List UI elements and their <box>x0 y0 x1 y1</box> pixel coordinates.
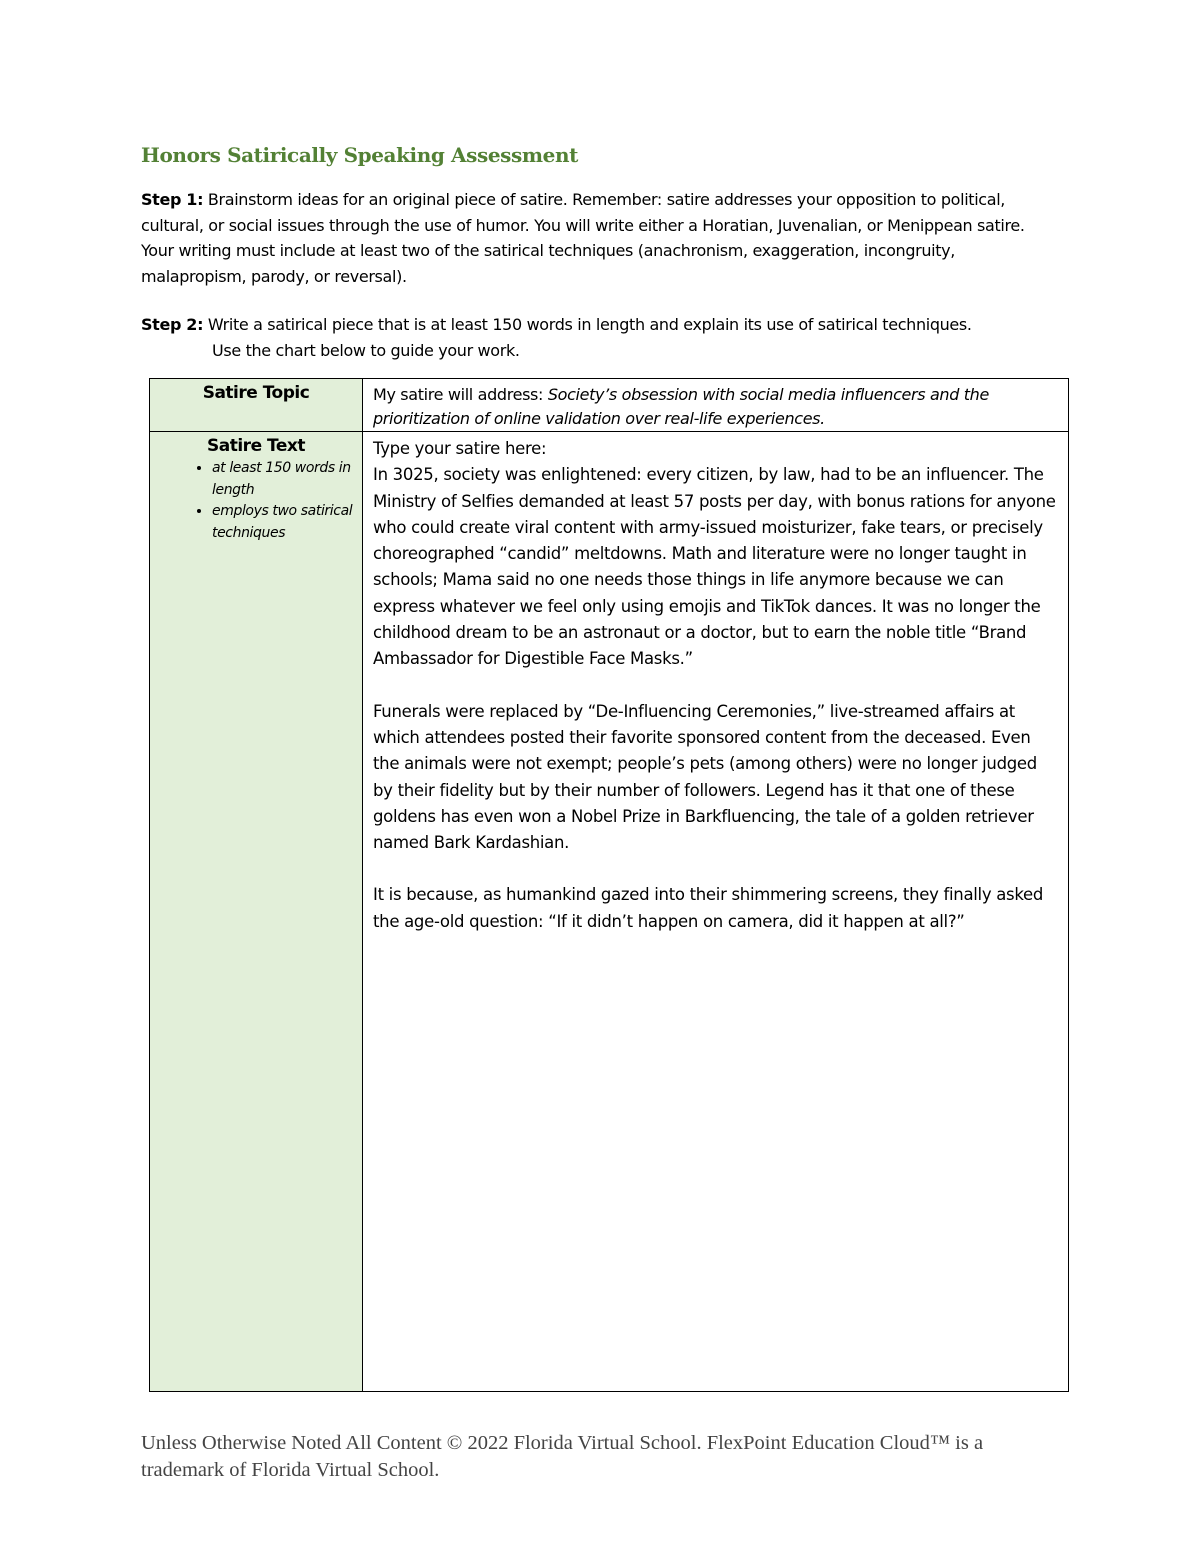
requirements-list <box>154 458 358 544</box>
satire-text-label: Satire Text <box>207 436 305 456</box>
requirement-item: • at least 150 words in length <box>212 458 358 501</box>
step-2-label: Step 2: <box>141 315 204 334</box>
step-1-instructions <box>141 187 1061 289</box>
satire-paragraph-1: In 3025, society was enlightened: every citizen, by law, had to be an influencer. The Ministry of Selfies demanded at least 57 posts per day, with bonus rations for anyone who could create viral content with army-issued moisturizer, fake tears, or precisely choreographed “candid” meltdowns. Math and literature were no longer taught in schools; Mama said no one needs those things in life anymore because we can express whatever we feel only using emojis and TikTok dances. It was no longer the childhood dream to be an astronaut or a doctor, but to earn the noble title “Brand Ambassador for Digestible Face Masks.” <box>373 465 1056 669</box>
satire-topic-label: Satire Topic <box>202 383 310 403</box>
step-1-text: Brainstorm ideas for an original piece of satire. Remember: satire addresses your opposition to political, cultural, or social issues through the use of humor. You will write either a Horatian, Juvenalian, or Menippean satire. Your writing must include at least two of the satirical techniques (anachronism, exaggeration, incongruity, malapropism, parody, or reversal). <box>141 190 1025 286</box>
copyright-footer: Unless Otherwise Noted All Content © 2022 Florida Virtual School. FlexPoint Education Cloud™ is a trademark of Florida Virtual School. <box>141 1432 984 1481</box>
satire-text-cell[interactable] <box>363 432 1069 1392</box>
page-title: Honors Satirically Speaking Assessment <box>141 143 578 167</box>
satire-topic-header <box>150 379 363 432</box>
step-2-instructions <box>141 312 1061 363</box>
satire-topic-value: Society’s obsession with social media influencers and the prioritization of online validation over real-life experiences. <box>373 385 989 428</box>
table-row-text <box>150 432 1069 1392</box>
step-2-indent-text: Use the chart below to guide your work. <box>212 340 520 360</box>
step-1-label: Step 1: <box>141 190 204 209</box>
satire-paragraph-2: Funerals were replaced by “De-Influencing Ceremonies,” live-streamed affairs at which attendees posted their favorite sponsored content from the deceased. Even the animals were not exempt; people’s pets (among others) were no longer judged by their fidelity but by their number of followers. Legend has it that one of these goldens has even won a Nobel Prize in Barkfluencing, the tale of a golden retriever named Bark Kardashian. <box>373 701 1037 853</box>
satire-text-header <box>150 432 363 1392</box>
table-row-topic <box>150 379 1069 432</box>
satire-paragraph-3: It is because, as humankind gazed into their shimmering screens, they finally asked the age-old question: “If it didn’t happen on camera, did it happen at all?” <box>373 885 1044 931</box>
step-2-text: Write a satirical piece that is at least 150 words in length and explain its use of satirical techniques. <box>207 315 972 334</box>
satire-prompt: Type your satire here: <box>373 439 547 458</box>
satire-topic-prefix: My satire will address: <box>373 385 544 404</box>
requirement-item: • employs two satirical techniques <box>212 501 358 544</box>
satire-topic-cell[interactable] <box>363 379 1069 432</box>
satire-chart <box>149 378 1069 1392</box>
